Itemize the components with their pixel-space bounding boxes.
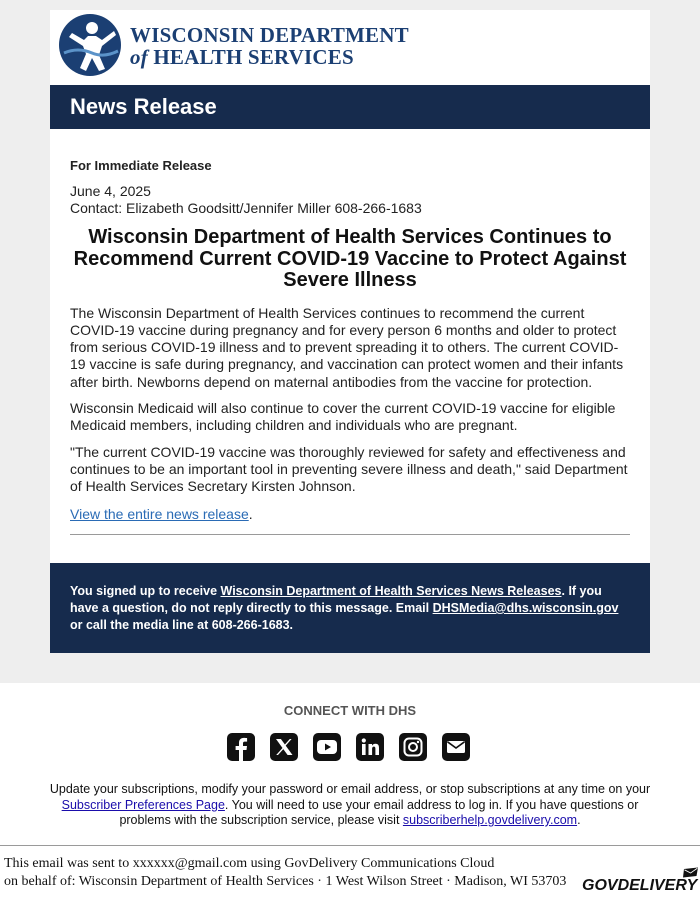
release-headline: Wisconsin Department of Health Services Continues to Recommend Current COVID-19 Vaccine to Protect Against Severe Illness: [73, 226, 627, 291]
release-paragraph: "The current COVID-19 vaccine was thoroughly reviewed for safety and effectiveness and continues to be an important tool in preventing severe illness and death," said Department of Health Services Secretary Kirsten Johnson.: [70, 443, 628, 495]
envelope-icon: [683, 868, 698, 878]
subscriber-help-link[interactable]: subscriberhelp.govdelivery.com: [402, 813, 578, 827]
legal-line-1: This email was sent to xxxxxx@gmail.com using GovDelivery Communications Cloud: [4, 856, 495, 871]
release-paragraph: Wisconsin Medicaid will also continue to cover the current COVID-19 vaccine for eligible Medicaid members, including children and individuals who are pregnant.: [70, 399, 616, 434]
view-release-line: [70, 506, 630, 523]
news-releases-link[interactable]: Wisconsin Department of Health Services News Releases: [220, 584, 562, 598]
banner-title: News Release: [70, 94, 217, 119]
dhs-logo[interactable]: [50, 10, 650, 85]
subs-part-3: .: [577, 813, 581, 827]
view-release-link[interactable]: View the entire news release: [70, 506, 249, 523]
subs-part-1: Update your subscriptions, modify your password or email address, or stop subscriptions at any time on your: [49, 782, 651, 796]
govdelivery-logo[interactable]: [582, 866, 700, 896]
news-release-banner: [50, 85, 650, 129]
govdelivery-wordmark: GOVDELIVERY: [582, 877, 698, 894]
linkedin-icon[interactable]: [355, 732, 385, 762]
legal-text: [4, 855, 584, 891]
view-release-suffix: .: [248, 506, 253, 523]
x-icon[interactable]: [269, 732, 299, 762]
connect-title: CONNECT WITH DHS: [283, 703, 417, 718]
release-paragraph: The Wisconsin Department of Health Services continues to recommend the current COVID-19 vaccine during pregnancy and for every person 6 months and older to protect from serious COVID-19 illness and to prevent spreading it to others. The current COVID-19 vaccine is safe during pregnancy, and vaccination can protect women and their infants after birth. Newborns depend on maternal antibodies from the vaccine for protection.: [70, 304, 624, 390]
legal-divider: [0, 845, 700, 846]
content-divider: [70, 534, 630, 535]
dhs-seal-icon: [58, 13, 122, 77]
instagram-icon[interactable]: [398, 732, 428, 762]
logo-line-2: [130, 46, 409, 68]
subscriber-preferences-link[interactable]: Subscriber Preferences Page: [61, 797, 225, 812]
logo-of: of: [130, 45, 148, 69]
email-icon[interactable]: [441, 732, 471, 762]
release-contact: Contact: Elizabeth Goodsitt/Jennifer Miller 608-266-1683: [70, 200, 422, 216]
release-content: [70, 157, 630, 533]
dhs-wordmark: [130, 24, 409, 68]
youtube-icon[interactable]: [312, 732, 342, 762]
subscription-management-text: [40, 782, 660, 829]
email-card: [50, 10, 650, 653]
logo-health-services: HEALTH SERVICES: [153, 45, 354, 69]
notice-part-3: or call the media line at 608-266-1683.: [70, 618, 294, 632]
facebook-icon[interactable]: [226, 732, 256, 762]
subs-part-2: . You will need to use your email address to log in. If you have questions or problems with the subscription service, please visit: [119, 797, 639, 827]
legal-line-2: on behalf of: Wisconsin Department of Health Services · 1 West Wilson Street · Madison, WI 53703: [4, 874, 567, 889]
notice-part-1: You signed up to receive: [70, 584, 221, 598]
subscription-notice-text: [70, 583, 632, 634]
logo-line-1: WISCONSIN DEPARTMENT: [130, 23, 409, 47]
release-date: June 4, 2025: [70, 183, 151, 199]
immediate-release-label: For Immediate Release: [70, 158, 212, 173]
dhs-media-email-link[interactable]: DHSMedia@dhs.wisconsin.gov: [432, 601, 619, 615]
subscription-notice: [50, 563, 650, 653]
notice-part-2: . If you have a question, do not reply directly to this message. Email: [70, 584, 602, 615]
